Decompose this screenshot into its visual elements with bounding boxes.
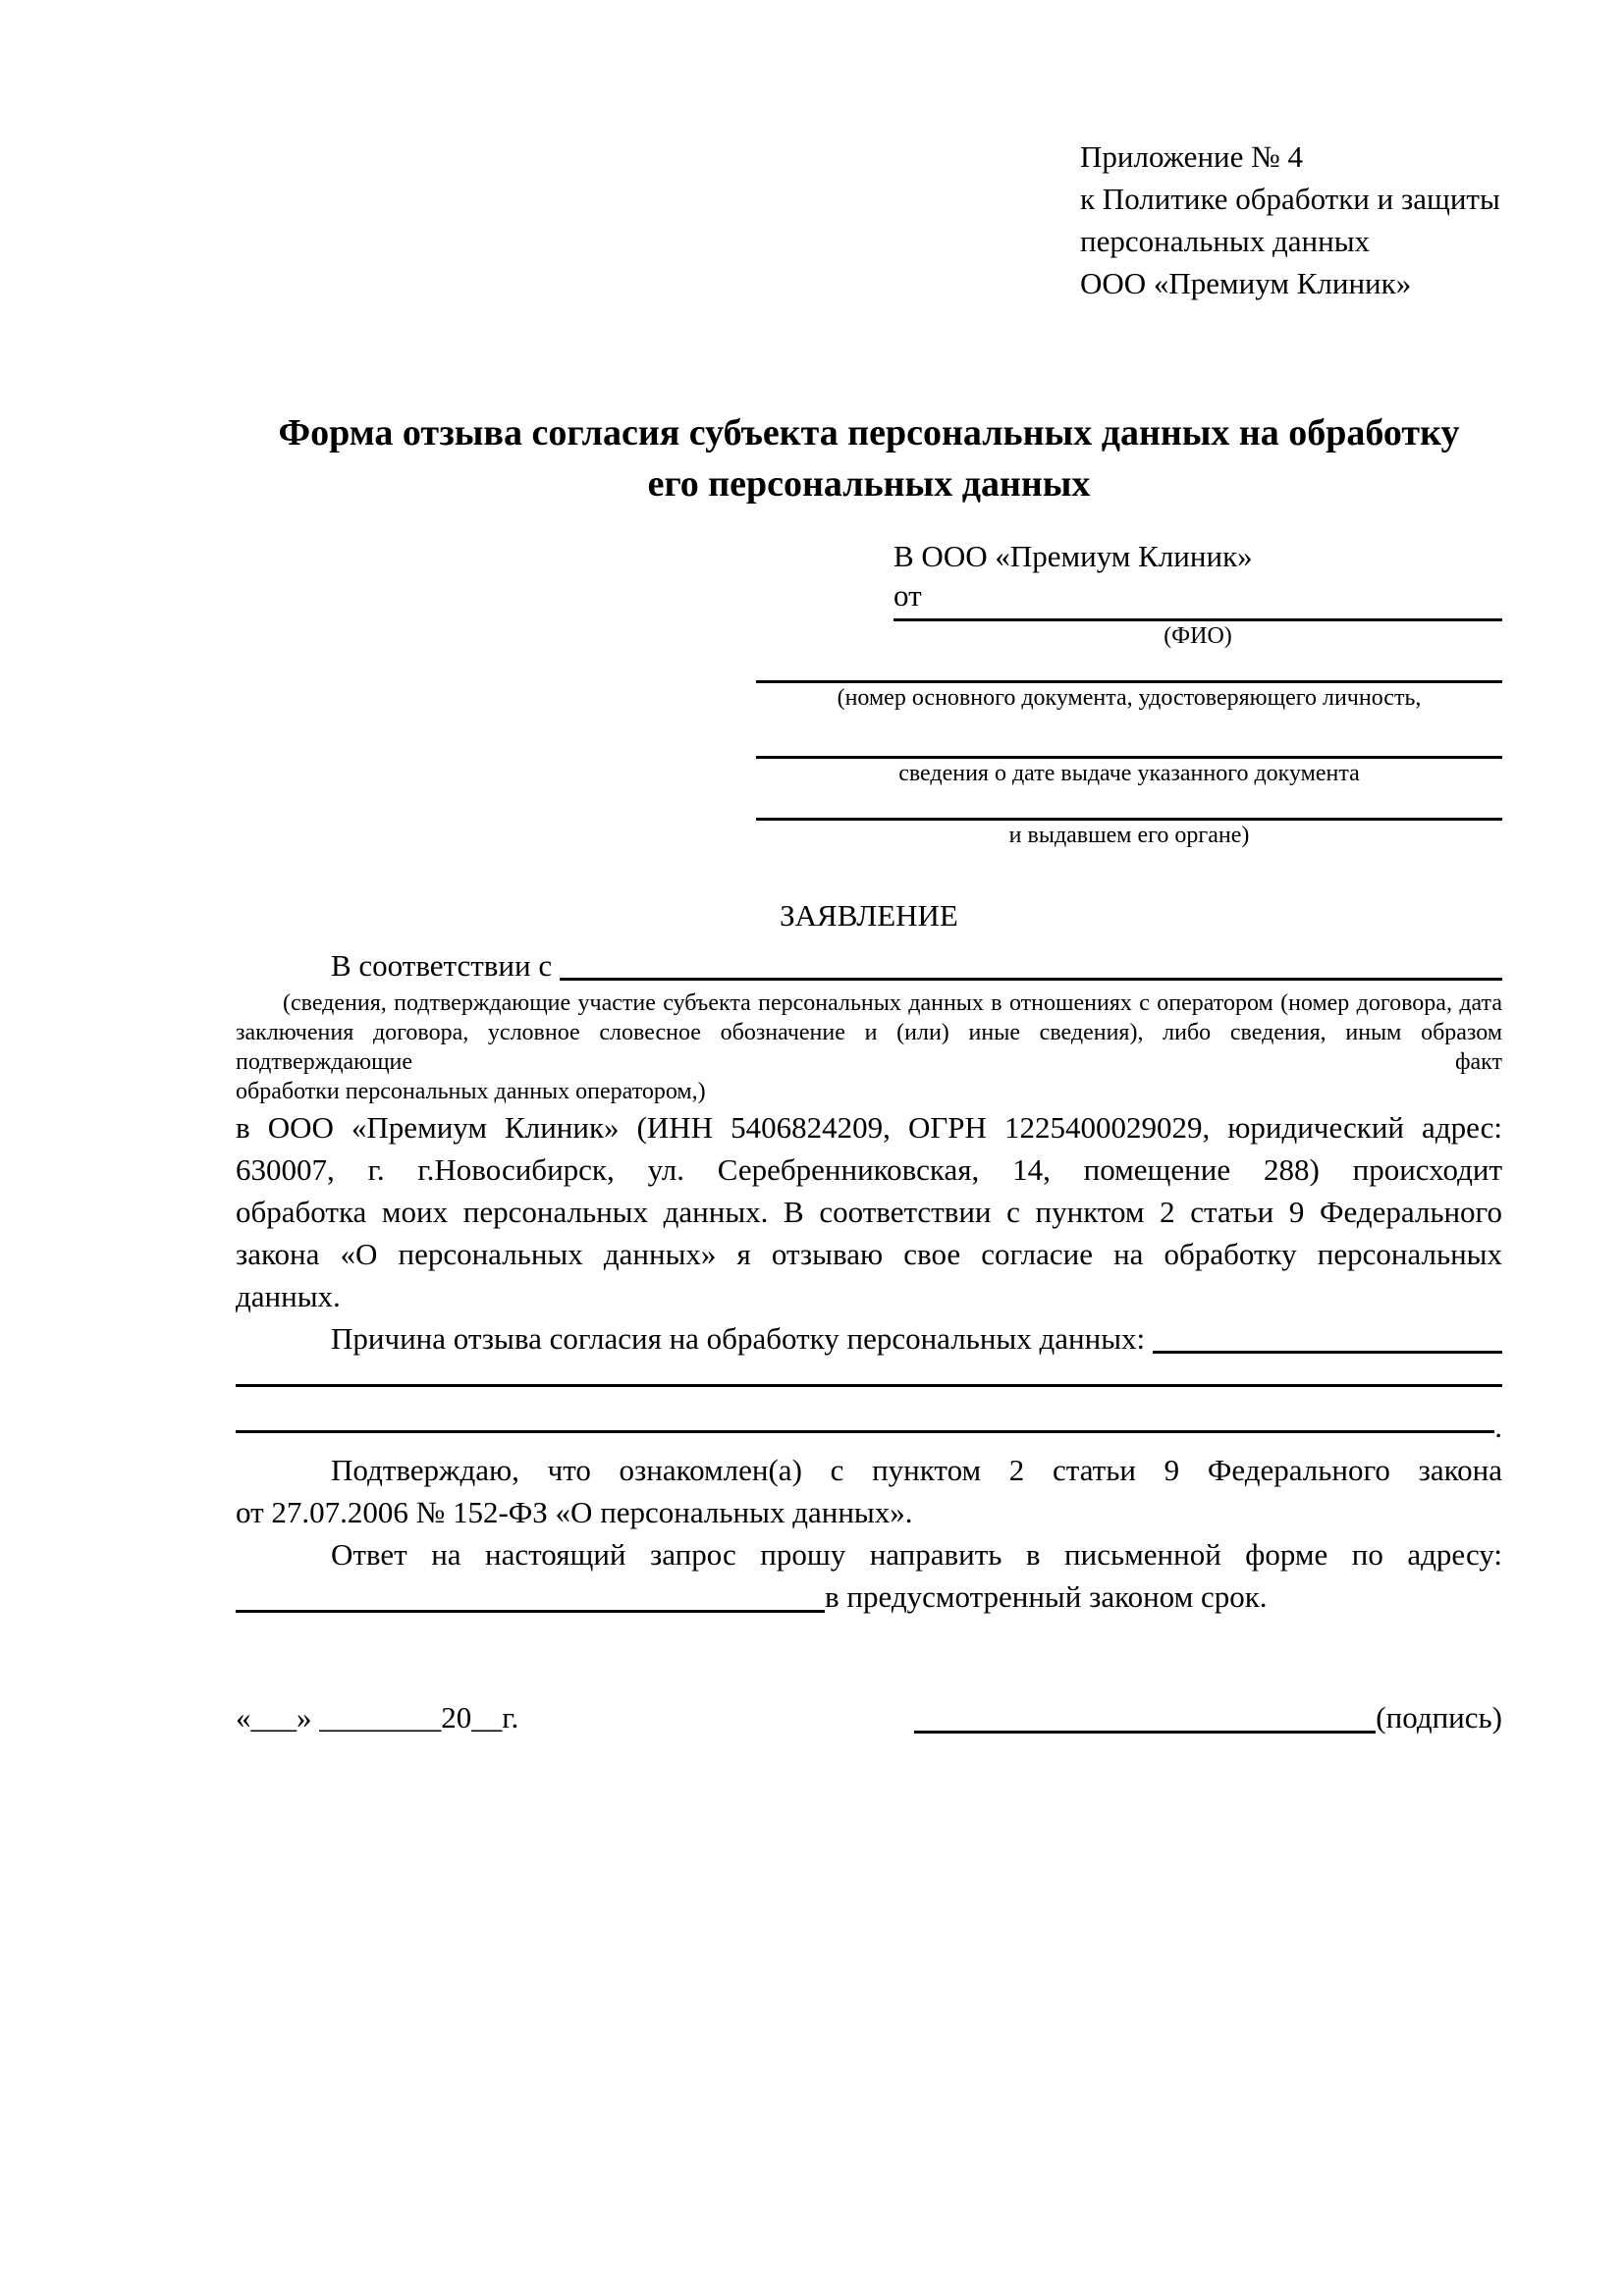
intro-prefix: В соответствии с bbox=[331, 948, 553, 983]
reply-address-row bbox=[236, 1575, 1502, 1618]
addressee-from: от bbox=[893, 578, 922, 613]
intro-line bbox=[236, 944, 1502, 987]
body-line: в ООО «Премиум Клиник» (ИНН 5406824209, ОГРН 1225400029029, юридический адрес: bbox=[236, 1110, 1502, 1145]
document-issuer-label: и выдавшем его органе) bbox=[1008, 823, 1250, 848]
addressee-block bbox=[756, 537, 1502, 850]
document-issue-date-label: сведения о дате выдаче указанного документа bbox=[898, 761, 1360, 786]
reply-paragraph bbox=[236, 1533, 1502, 1618]
reply-address-blank-line bbox=[236, 1610, 825, 1613]
reason-label: Причина отзыва согласия на обработку персональных данных: bbox=[331, 1321, 1146, 1356]
fine-print bbox=[236, 988, 1502, 1106]
appendix-line: к Политике обработки и защиты bbox=[1080, 182, 1500, 216]
reply-line-tail: в предусмотренный законом срок. bbox=[825, 1579, 1268, 1614]
statement-heading: ЗАЯВЛЕНИЕ bbox=[780, 898, 958, 933]
body-line: 630007, г. г.Новосибирск, ул. Серебренниковская, 14, помещение 288) происходит bbox=[236, 1152, 1502, 1187]
fine-print-line: обработки персональных данных оператором,) bbox=[236, 1079, 706, 1104]
confirmation-line: Подтверждаю, что ознакомлен(а) с пунктом 2 статьи 9 Федерального закона bbox=[331, 1453, 1502, 1487]
document-number-label: (номер основного документа, удостоверяющего личность, bbox=[837, 685, 1422, 711]
form-title-line: его персональных данных bbox=[647, 463, 1091, 505]
confirmation-paragraph bbox=[236, 1449, 1502, 1533]
trailing-period: . bbox=[1494, 1410, 1502, 1444]
body-paragraph bbox=[236, 1106, 1502, 1317]
blank-line bbox=[236, 1430, 1494, 1433]
appendix-line: Приложение № 4 bbox=[1080, 139, 1303, 174]
appendix-line: персональных данных bbox=[1080, 224, 1371, 258]
reason-continuation-blank-line-2 bbox=[236, 1410, 1502, 1444]
confirmation-line: от 27.07.2006 № 152-ФЗ «О персональных данных». bbox=[236, 1495, 913, 1529]
date-line: «___» ________20__г. bbox=[236, 1700, 519, 1735]
body-line: данных. bbox=[236, 1279, 341, 1313]
form-title-line: Форма отзыва согласия субъекта персональных данных на обработку bbox=[278, 412, 1460, 454]
appendix-header bbox=[1080, 135, 1502, 304]
body-line: обработка моих персональных данных. В соответствии с пунктом 2 статьи 9 Федерального bbox=[236, 1195, 1502, 1229]
fio-label: (ФИО) bbox=[1164, 623, 1232, 649]
form-title bbox=[236, 407, 1502, 509]
fine-print-line: (сведения, подтверждающие участие субъекта персональных данных в отношениях с оператором (номер договора, дата bbox=[283, 990, 1502, 1016]
addressee-to: В ООО «Премиум Клиник» bbox=[893, 539, 1253, 573]
signature-group bbox=[914, 1696, 1502, 1738]
reply-line: Ответ на настоящий запрос прошу направить в письменной форме по адресу: bbox=[331, 1537, 1502, 1572]
fine-print-line: заключения договора, условное словесное обозначение и (или) иные сведения), либо сведения, иным образом подтверждающие факт bbox=[236, 1020, 1502, 1075]
basis-blank-line bbox=[560, 978, 1502, 981]
reason-continuation-blank-line bbox=[236, 1384, 1502, 1387]
reason-blank-line bbox=[1153, 1351, 1502, 1354]
signature-blank-line bbox=[914, 1731, 1376, 1734]
footer-row bbox=[236, 1696, 1502, 1738]
reason-line bbox=[236, 1317, 1502, 1360]
appendix-line: ООО «Премиум Клиник» bbox=[1080, 266, 1412, 300]
signature-label: (подпись) bbox=[1376, 1700, 1502, 1735]
body-line: закона «О персональных данных» я отзываю свое согласие на обработку персональных bbox=[236, 1237, 1502, 1271]
